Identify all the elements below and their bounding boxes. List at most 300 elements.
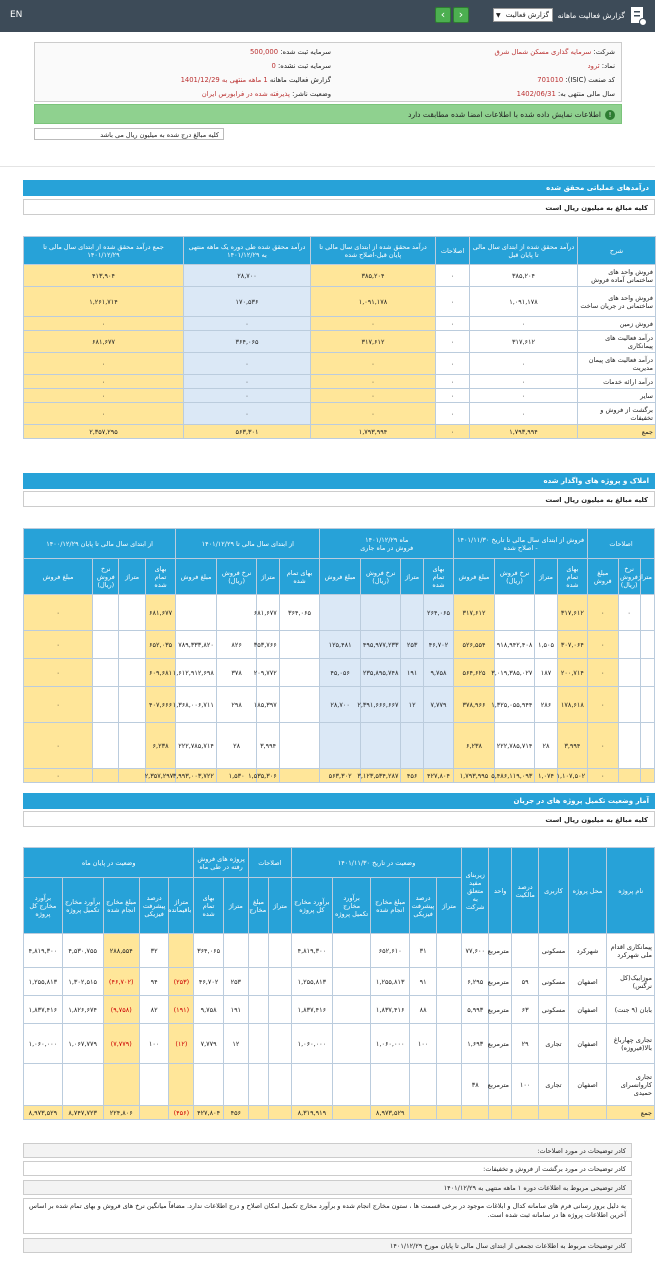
row-label: جمع — [578, 425, 656, 439]
column-header: مبلغ فروش — [176, 559, 217, 595]
table-cell: ۰ — [184, 353, 311, 375]
divider — [0, 166, 655, 167]
table-row — [24, 769, 655, 783]
chevron-down-icon: ▼ — [496, 12, 501, 19]
column-header: بهای تمام شده — [423, 559, 453, 595]
row-label: سایر — [578, 389, 656, 403]
table-cell: ۱,۵۳۵,۳۰۶ — [257, 769, 279, 783]
table-cell — [332, 1106, 371, 1120]
table-cell — [93, 769, 119, 783]
table-cell: ۱,۸۳۷,۴۱۶ — [24, 996, 63, 1024]
column-header: متراژ — [119, 559, 145, 595]
table-row — [24, 375, 656, 389]
column-header: نرخ فروش (ریال) — [494, 559, 535, 595]
table-cell: ۰ — [588, 659, 618, 687]
table-cell: ۲۸,۷۰۰ — [184, 265, 311, 287]
table-cell: ۵۲۶,۵۵۴ — [454, 631, 495, 659]
row-label: بابان (۹ جنت) — [607, 996, 655, 1024]
table-cell: ۱,۳۲۵,۰۵۵,۹۴۴ — [494, 687, 535, 723]
table-cell — [139, 1064, 169, 1106]
table-cell: ۰ — [436, 403, 470, 425]
table-cell: ۸۸ — [409, 996, 436, 1024]
table-cell: ۱,۰۹۱,۱۷۸ — [311, 287, 436, 317]
top-bar — [0, 0, 655, 32]
table-cell — [423, 723, 453, 769]
table-cell: ۳۵۳,۷۶۶ — [257, 631, 279, 659]
table-cell: ۲۰۹,۷۷۲ — [257, 659, 279, 687]
table-cell: ۹۱ — [409, 968, 436, 996]
column-header: نرخ فروش (ریال) — [216, 559, 257, 595]
page-title: گزارش فعالیت ماهانه — [557, 11, 625, 20]
document-icon — [629, 6, 647, 26]
table-cell — [248, 934, 268, 968]
table-cell: (۴۵۶) — [169, 1106, 194, 1120]
table-cell: ۶۸۱,۶۷۷ — [24, 331, 184, 353]
column-header: اصلاحات — [588, 529, 655, 559]
table-cell: مسکونی — [539, 996, 569, 1024]
table-cell: ۲,۳۵۷,۲۹۷ — [145, 769, 175, 783]
table-cell: ۰ — [436, 389, 470, 403]
table-row — [24, 425, 656, 439]
table-cell: ۹۴ — [139, 968, 169, 996]
operating-revenue-table — [23, 236, 656, 439]
table-cell: ۳۱۷,۶۱۲ — [470, 331, 578, 353]
table-cell — [618, 687, 640, 723]
table-cell — [103, 1064, 139, 1106]
table-cell: ۰ — [184, 403, 311, 425]
info-icon: ! — [605, 110, 615, 120]
table-cell: ۵,۴۸۶,۱۱۹,۰۹۳ — [494, 769, 535, 783]
table-cell — [269, 968, 292, 996]
next-button[interactable]: › — [453, 7, 469, 23]
sold-projects-table — [23, 528, 655, 783]
table-cell — [248, 1024, 268, 1064]
table-cell — [539, 1106, 569, 1120]
table-cell: ۱,۸۳۷,۴۱۶ — [291, 996, 332, 1024]
prev-button[interactable]: ‹ — [435, 7, 451, 23]
table-cell — [93, 659, 119, 687]
table-cell: اصفهان — [568, 996, 607, 1024]
section-project-progress-subtitle: کلیه مبالغ به میلیون ریال است — [23, 811, 655, 827]
issuer-status-row: وضعیت ناشر: پذیرفته شده در فرابورس ایران — [201, 90, 331, 98]
table-cell — [119, 687, 145, 723]
column-header: نرخ فروش (ریال) — [618, 559, 640, 595]
table-cell: ۸,۹۷۳,۵۲۹ — [24, 1106, 63, 1120]
table-row — [24, 968, 655, 996]
table-cell: ۰ — [470, 403, 578, 425]
notes-returns: کادر توضیحات در مورد برگشت از فروش و تخفیفات: — [23, 1161, 632, 1176]
table-cell — [269, 1106, 292, 1120]
table-cell: ۴۵۶ — [223, 1106, 248, 1120]
table-cell: ۱۷۰,۵۳۶ — [184, 287, 311, 317]
table-cell: ۰ — [588, 595, 618, 631]
table-cell: ۶۳ — [512, 996, 539, 1024]
table-row — [24, 723, 655, 769]
table-cell: ۳۸۵,۲۰۴ — [311, 265, 436, 287]
row-label: جمع — [607, 1106, 655, 1120]
table-cell: ۴۱۳,۹۰۴ — [24, 265, 184, 287]
table-cell: اصفهان — [568, 1024, 607, 1064]
table-cell — [360, 723, 401, 769]
table-cell: ۱,۷۹۳,۹۹۵ — [454, 769, 495, 783]
table-cell: تجاری — [539, 1064, 569, 1106]
column-header: درصد پیشرفت فیزیکی — [139, 878, 169, 934]
table-cell: ۴,۸۱۹,۳۰۰ — [24, 934, 63, 968]
table-cell: ۲۸۸,۵۵۴ — [103, 934, 139, 968]
table-cell: مترمربع — [489, 934, 512, 968]
column-header: نرخ فروش (ریال) — [360, 559, 401, 595]
table-cell: ۱۰۰ — [512, 1064, 539, 1106]
table-cell — [119, 769, 145, 783]
table-cell — [640, 631, 654, 659]
column-header: بهای تمام شده — [279, 559, 320, 595]
table-cell — [568, 1106, 607, 1120]
table-cell — [371, 1064, 410, 1106]
column-header: اصلاحات — [436, 237, 470, 265]
table-cell: ۳۸ — [462, 1064, 489, 1106]
table-row — [24, 287, 656, 317]
notes-corrections: کادر توضیحات در مورد اصلاحات: — [23, 1143, 632, 1158]
notes-cumulative: کادر توضیحات مربوط به اطلاعات تجمعی از ابتدای سال مالی تا پایان مورخ ۱۴۰۱/۱۲/۲۹ — [23, 1238, 632, 1253]
row-label: درآمد ارائه خدمات — [578, 375, 656, 389]
table-cell: مترمربع — [489, 968, 512, 996]
table-cell: ۱۰۰ — [139, 1024, 169, 1064]
table-cell — [119, 595, 145, 631]
table-cell: ۱۷۸,۶۱۸ — [557, 687, 587, 723]
table-cell: ۰ — [311, 389, 436, 403]
table-cell: ۰ — [436, 331, 470, 353]
section-project-progress-title: آمار وضعیت تکمیل پروژه های در جریان — [23, 793, 655, 809]
table-cell: ۲۵۳ — [401, 631, 423, 659]
row-label: تجاری کاروانسرای حمیدی — [607, 1064, 655, 1106]
column-header: درصد مالکیت — [512, 848, 539, 934]
table-cell: ۷,۷۷۹ — [423, 687, 453, 723]
table-cell: ۰ — [184, 389, 311, 403]
table-cell: تجاری — [539, 1024, 569, 1064]
table-row — [24, 595, 655, 631]
table-cell: ۰ — [24, 631, 93, 659]
table-cell: ۴,۸۱۹,۳۰۰ — [291, 934, 332, 968]
table-row — [24, 389, 656, 403]
column-header: وضعیت در پایان ماه — [24, 848, 194, 878]
table-cell: ۰ — [470, 375, 578, 389]
column-header: اصلاحات — [248, 848, 291, 878]
table-cell: ۱,۵۳۰ — [216, 769, 257, 783]
table-cell: ۱,۲۵۵,۸۱۳ — [24, 968, 63, 996]
table-cell: ۲۳۵,۸۹۵,۷۴۸ — [360, 659, 401, 687]
table-cell: ۱,۳۶۸,۰۰۶,۷۱۱ — [176, 687, 217, 723]
column-header: پروژه های فروش رفته در طی ماه — [194, 848, 248, 878]
table-cell — [223, 934, 248, 968]
table-cell: ۷,۷۷۹ — [194, 1024, 224, 1064]
row-label: پیمانکاری اقدام ملی شهرکرد — [607, 934, 655, 968]
table-cell: ۴۲۷,۸۰۴ — [423, 769, 453, 783]
table-cell — [320, 723, 361, 769]
row-label: فروش زمین — [578, 317, 656, 331]
table-cell: ۴۵,۰۵۶ — [320, 659, 361, 687]
table-cell: (۴۶,۷۰۲) — [103, 968, 139, 996]
table-cell: ۱۲ — [401, 687, 423, 723]
table-cell: ۱,۲۵۵,۸۱۳ — [371, 968, 410, 996]
table-row — [24, 1106, 655, 1120]
table-cell: ۳,۹۹۴ — [257, 723, 279, 769]
table-cell — [618, 659, 640, 687]
column-header: متراژ — [269, 878, 292, 934]
table-cell: ۶,۲۳۸ — [145, 723, 175, 769]
table-row — [24, 317, 656, 331]
table-cell: ۱,۰۶۰,۰۰۰ — [371, 1024, 410, 1064]
amounts-checkbox-label[interactable]: کلیه مبالغ درج شده به میلیون ریال می باشد — [34, 128, 224, 140]
table-cell: ۰ — [24, 723, 93, 769]
section-operating-revenue-subtitle: کلیه مبالغ به میلیون ریال است — [23, 199, 655, 215]
column-header: متراژ — [257, 559, 279, 595]
table-cell: ۶,۲۳۸ — [454, 723, 495, 769]
language-toggle[interactable]: EN — [10, 10, 23, 20]
symbol-row: نماد: ثرود — [587, 62, 615, 70]
table-cell: ۸,۹۷۳,۵۲۹ — [371, 1106, 410, 1120]
table-cell — [248, 1106, 268, 1120]
table-cell: ۰ — [24, 659, 93, 687]
table-cell: ۶۸۱,۶۷۷ — [145, 595, 175, 631]
table-cell: ۳۱ — [409, 934, 436, 968]
table-cell: ۰ — [436, 375, 470, 389]
table-cell — [409, 1064, 436, 1106]
table-cell: ۰ — [588, 631, 618, 659]
column-header: از ابتدای سال مالی تا پایان ۱۴۰۰/۱۲/۲۹ — [24, 529, 176, 559]
table-cell — [269, 996, 292, 1024]
table-cell: ۳۰۷,۰۶۴ — [557, 631, 587, 659]
table-cell: ۲۸,۷۰۰ — [320, 687, 361, 723]
section-sold-projects-subtitle: کلیه مبالغ به میلیون ریال است — [23, 491, 655, 507]
table-cell: ۵۶۴,۶۲۵ — [454, 659, 495, 687]
table-cell: ۱,۸۳۷,۴۱۶ — [371, 996, 410, 1024]
table-cell: ۴۲۷,۸۰۴ — [194, 1106, 224, 1120]
table-cell: ۳۷۸,۹۶۶ — [454, 687, 495, 723]
table-cell: ۲۰۰,۷۱۴ — [557, 659, 587, 687]
table-cell: ۰ — [436, 265, 470, 287]
table-cell — [489, 1106, 512, 1120]
table-cell: ۵۶۳,۳۰۲ — [320, 769, 361, 783]
table-cell: ۰ — [311, 403, 436, 425]
table-cell: اصفهان — [568, 968, 607, 996]
table-cell: ۰ — [311, 375, 436, 389]
column-header: بهای تمام شده — [145, 559, 175, 595]
table-cell — [93, 631, 119, 659]
table-cell — [119, 631, 145, 659]
table-cell: مترمربع — [489, 1064, 512, 1106]
row-label: تجاری چهارباغ بالا(فیروزه) — [607, 1024, 655, 1064]
table-cell: ۱,۵۰۵ — [535, 631, 557, 659]
table-cell: ۱,۸۲۶,۶۷۴ — [62, 996, 103, 1024]
table-cell: ۷۸۹,۳۳۳,۸۲۰ — [176, 631, 217, 659]
table-cell — [640, 769, 654, 783]
table-cell: ۶۸۱,۶۷۷ — [257, 595, 279, 631]
table-cell — [279, 769, 320, 783]
table-cell: ۳,۹۹۳,۰۰۳,۷۲۲ — [176, 769, 217, 783]
table-cell: ۲۲۲,۷۸۵,۷۱۴ — [494, 723, 535, 769]
table-cell: ۰ — [436, 425, 470, 439]
table-cell: ۱,۷۹۳,۹۹۴ — [311, 425, 436, 439]
column-header: بهای تمام شده — [557, 559, 587, 595]
table-group-header-row — [24, 529, 655, 559]
table-cell: ۰ — [24, 317, 184, 331]
column-header: درآمد محقق شده طی دوره یک ماهه منتهی به ۱۴۰۱/۱۲/۲۹ — [184, 237, 311, 265]
table-cell: ۲۲۴,۸۰۶ — [103, 1106, 139, 1120]
column-header: نرخ فروش (ریال) — [93, 559, 119, 595]
table-cell: (۱۹۱) — [169, 996, 194, 1024]
table-cell: ۰ — [470, 389, 578, 403]
table-cell: ۳۱۷,۶۱۲ — [557, 595, 587, 631]
section-operating-revenue-title: درآمدهای عملیاتی محقق شده — [23, 180, 655, 196]
table-cell: (۷,۷۷۹) — [103, 1024, 139, 1064]
table-cell — [269, 1024, 292, 1064]
table-cell: ۰ — [24, 769, 93, 783]
column-header: ماه ۱۴۰۱/۱۲/۲۹ — [365, 535, 409, 544]
table-cell: ۱,۷۹۳,۹۹۴ — [470, 425, 578, 439]
registered-capital-row: سرمایه ثبت شده: 500,000 — [249, 48, 331, 56]
column-header: مبلغ فروش — [454, 559, 495, 595]
table-row — [24, 331, 656, 353]
table-cell — [332, 934, 371, 968]
company-info — [34, 42, 622, 102]
table-cell: مسکونی — [539, 968, 569, 996]
project-progress-table — [23, 847, 655, 1120]
table-cell: ۱۲ — [223, 1024, 248, 1064]
table-cell — [360, 595, 401, 631]
table-cell: ۳,۱۲۳,۵۳۴,۲۸۷ — [360, 769, 401, 783]
table-cell — [62, 1064, 103, 1106]
table-cell — [437, 1024, 462, 1064]
table-cell: ۴,۵۳۰,۷۵۵ — [62, 934, 103, 968]
table-cell: ۲۵۳ — [223, 968, 248, 996]
table-cell: ۴۹۵,۹۷۷,۲۳۳ — [360, 631, 401, 659]
table-cell: ۲۸ — [535, 723, 557, 769]
table-cell: مترمربع — [489, 996, 512, 1024]
table-cell: ۶,۲۹۵ — [462, 968, 489, 996]
table-cell: ۵۹ — [512, 968, 539, 996]
table-cell: ۰ — [24, 403, 184, 425]
table-cell — [269, 934, 292, 968]
company-row: شرکت: سرمایه گذاری مسکن شمال شرق — [494, 48, 615, 56]
table-cell: ۹,۷۵۸ — [194, 996, 224, 1024]
table-cell: ۱,۰۶۰,۰۰۰ — [291, 1024, 332, 1064]
table-cell: ۸,۳۱۹,۹۱۹ — [291, 1106, 332, 1120]
table-cell — [93, 723, 119, 769]
column-header: متراژ — [437, 878, 462, 934]
column-header: بهای تمام شده — [194, 878, 224, 934]
table-cell: ۲۹ — [512, 1024, 539, 1064]
table-cell: ۱,۱۰۷,۵۰۲ — [557, 769, 587, 783]
table-cell — [291, 1064, 332, 1106]
column-header: فروش از ابتدای سال مالی تا تاریخ ۱۴۰۱/۱۱/۳۰ - اصلاح شده — [454, 529, 588, 559]
table-cell: ۲,۳۵۷,۲۹۵ — [24, 425, 184, 439]
table-row — [24, 403, 656, 425]
table-cell: ۲۹۸ — [216, 687, 257, 723]
column-header: مبلغ مخارج انجام شده — [371, 878, 410, 934]
table-cell: ۷۷,۶۰۰ — [462, 934, 489, 968]
report-type-select[interactable]: ▼ گزارش فعالیت — [493, 8, 553, 22]
table-cell: ۰ — [436, 317, 470, 331]
row-label: برگشت از فروش و تخفیفات — [578, 403, 656, 425]
table-header-row — [24, 559, 655, 595]
row-label: درآمد فعالیت های پیمان مدیریت — [578, 353, 656, 375]
table-cell: شهرکرد — [568, 934, 607, 968]
table-cell: ۲۲۲,۷۸۵,۷۱۴ — [176, 723, 217, 769]
table-cell — [139, 1106, 169, 1120]
table-cell: ۲۸ — [216, 723, 257, 769]
unregistered-capital-row: سرمایه ثبت نشده: 0 — [271, 62, 331, 70]
table-cell: (۱۲) — [169, 1024, 194, 1064]
table-cell — [216, 595, 257, 631]
table-cell — [401, 595, 423, 631]
column-header: مبلغ فروش — [588, 559, 618, 595]
table-row — [24, 934, 655, 968]
table-cell: ۳۱۷,۶۱۲ — [311, 331, 436, 353]
row-label: فروش واحد های ساختمانی در جریان ساخت — [578, 287, 656, 317]
column-header: شرح — [578, 237, 656, 265]
table-cell: ۰ — [311, 353, 436, 375]
table-row — [24, 265, 656, 287]
table-cell — [169, 1064, 194, 1106]
row-label: موزاییک(کل نرگس) — [607, 968, 655, 996]
table-cell: ۶۵۲,۶۱۰ — [371, 934, 410, 968]
table-cell — [332, 1064, 371, 1106]
table-cell: ۳۶۴,۰۶۵ — [184, 331, 311, 353]
column-header: وضعیت در تاریخ ۱۴۰۱/۱۱/۳۰ — [291, 848, 461, 878]
table-cell: ۱,۰۹۱,۱۷۸ — [470, 287, 578, 317]
table-cell: ۱,۶۱۲,۹۱۲,۶۹۸ — [176, 659, 217, 687]
table-cell: ۰ — [588, 687, 618, 723]
table-cell: ۶۰۹,۶۸۱ — [145, 659, 175, 687]
column-header: متراژ باقیمانده — [169, 878, 194, 934]
column-header: کاربری — [539, 848, 569, 934]
table-cell — [437, 996, 462, 1024]
table-cell: ۳۶۴,۰۶۵ — [279, 595, 320, 631]
table-row — [24, 996, 655, 1024]
table-cell: ۲,۳۹۱,۶۶۶,۶۶۷ — [360, 687, 401, 723]
table-cell — [618, 769, 640, 783]
table-cell: ۴۰۷,۶۶۶ — [145, 687, 175, 723]
isic-row: کد صنعت (ISIC): 701010 — [537, 76, 615, 84]
table-cell: ۰ — [436, 287, 470, 317]
table-cell: ۰ — [311, 317, 436, 331]
row-label: درآمد فعالیت های پیمانکاری — [578, 331, 656, 353]
table-cell: ۱,۰۶۷,۷۷۹ — [62, 1024, 103, 1064]
table-cell: مسکونی — [539, 934, 569, 968]
column-header: واحد — [489, 848, 512, 934]
table-cell — [93, 687, 119, 723]
table-row — [24, 353, 656, 375]
table-group-header-row — [24, 848, 655, 878]
table-cell — [320, 595, 361, 631]
table-cell: ۳,۰۱۹,۳۸۵,۰۲۷ — [494, 659, 535, 687]
table-cell — [437, 1106, 462, 1120]
column-header: مبلغ مخارج انجام شده — [103, 878, 139, 934]
table-cell: ۱۹۱ — [401, 659, 423, 687]
table-cell: ۴۶,۷۰۲ — [423, 631, 453, 659]
column-header: برآورد مخارج کل پروژه — [291, 878, 332, 934]
table-cell: ۱۲۵,۴۸۱ — [320, 631, 361, 659]
table-cell — [279, 687, 320, 723]
table-cell: ۱۰۰ — [409, 1024, 436, 1064]
column-header: مبلغ مخارج — [248, 878, 268, 934]
column-header: مبلغ فروش — [320, 559, 361, 595]
column-header: برآورد مخارج تکمیل پروژه — [332, 878, 371, 934]
table-cell — [437, 968, 462, 996]
table-cell: ۰ — [588, 769, 618, 783]
table-row — [24, 687, 655, 723]
table-cell: ۰ — [24, 595, 93, 631]
